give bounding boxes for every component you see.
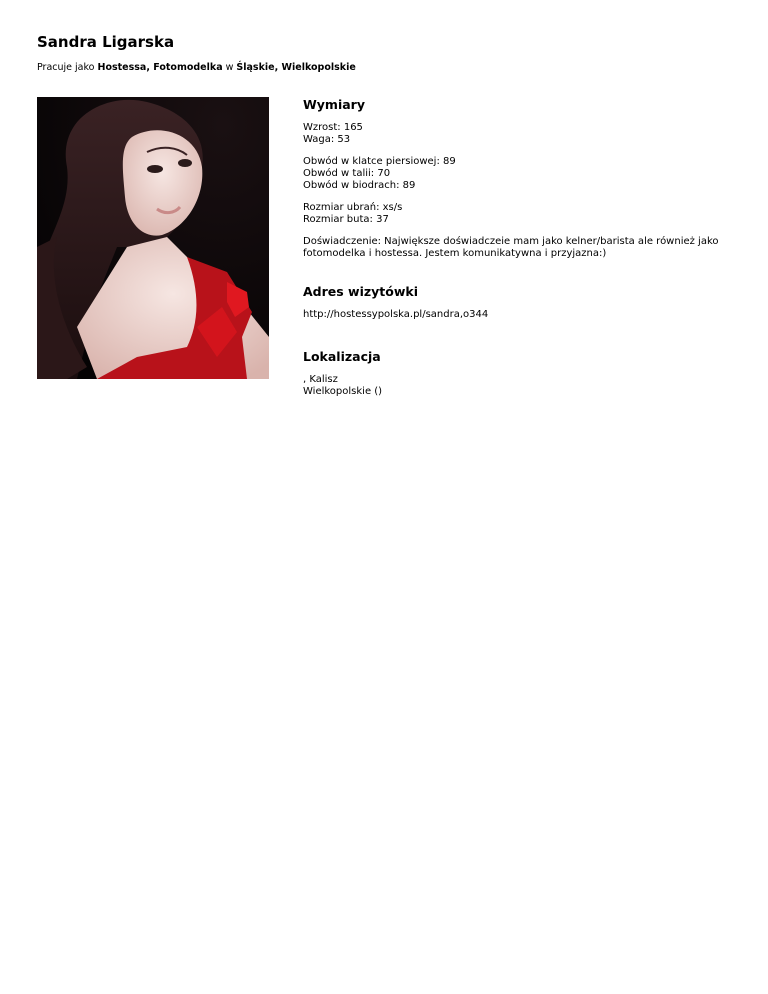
profile-subtitle: [37, 62, 356, 73]
profile-photo: [37, 97, 269, 379]
lokalizacja-region: Wielkopolskie (): [303, 386, 383, 397]
waga-value: Waga: 53: [303, 134, 351, 145]
wzrost-value: Wzrost: 165: [303, 122, 363, 133]
lokalizacja-city: , Kalisz: [303, 374, 338, 385]
subtitle-mid: w: [222, 62, 237, 73]
biodra-value: Obwód w biodrach: 89: [303, 180, 416, 191]
doswiadczenie-text: Doświadczenie: Największe doświadczeie mam jako kelner/barista ale również jako fotomodelka i hostessa. Jestem komunikatywna i przyjazna:): [303, 236, 719, 259]
klatka-value: Obwód w klatce piersiowej: 89: [303, 156, 456, 167]
profile-roles: Hostessa, Fotomodelka: [97, 62, 223, 73]
subtitle-prefix: Pracuje jako: [37, 62, 98, 73]
profile-details: [303, 97, 743, 398]
section-title-adres: Adres wizytówki: [303, 284, 419, 299]
section-title-wymiary: Wymiary: [303, 97, 365, 112]
profile-url: http://hostessypolska.pl/sandra,o344: [303, 309, 489, 320]
profile-name: Sandra Ligarska: [37, 33, 175, 51]
section-title-lokalizacja: Lokalizacja: [303, 349, 381, 364]
talia-value: Obwód w talii: 70: [303, 168, 391, 179]
portrait-image: [37, 97, 269, 379]
rozmiar-ubran-value: Rozmiar ubrań: xs/s: [303, 202, 403, 213]
profile-regions: Śląskie, Wielkopolskie: [236, 62, 356, 73]
rozmiar-buta-value: Rozmiar buta: 37: [303, 214, 389, 225]
